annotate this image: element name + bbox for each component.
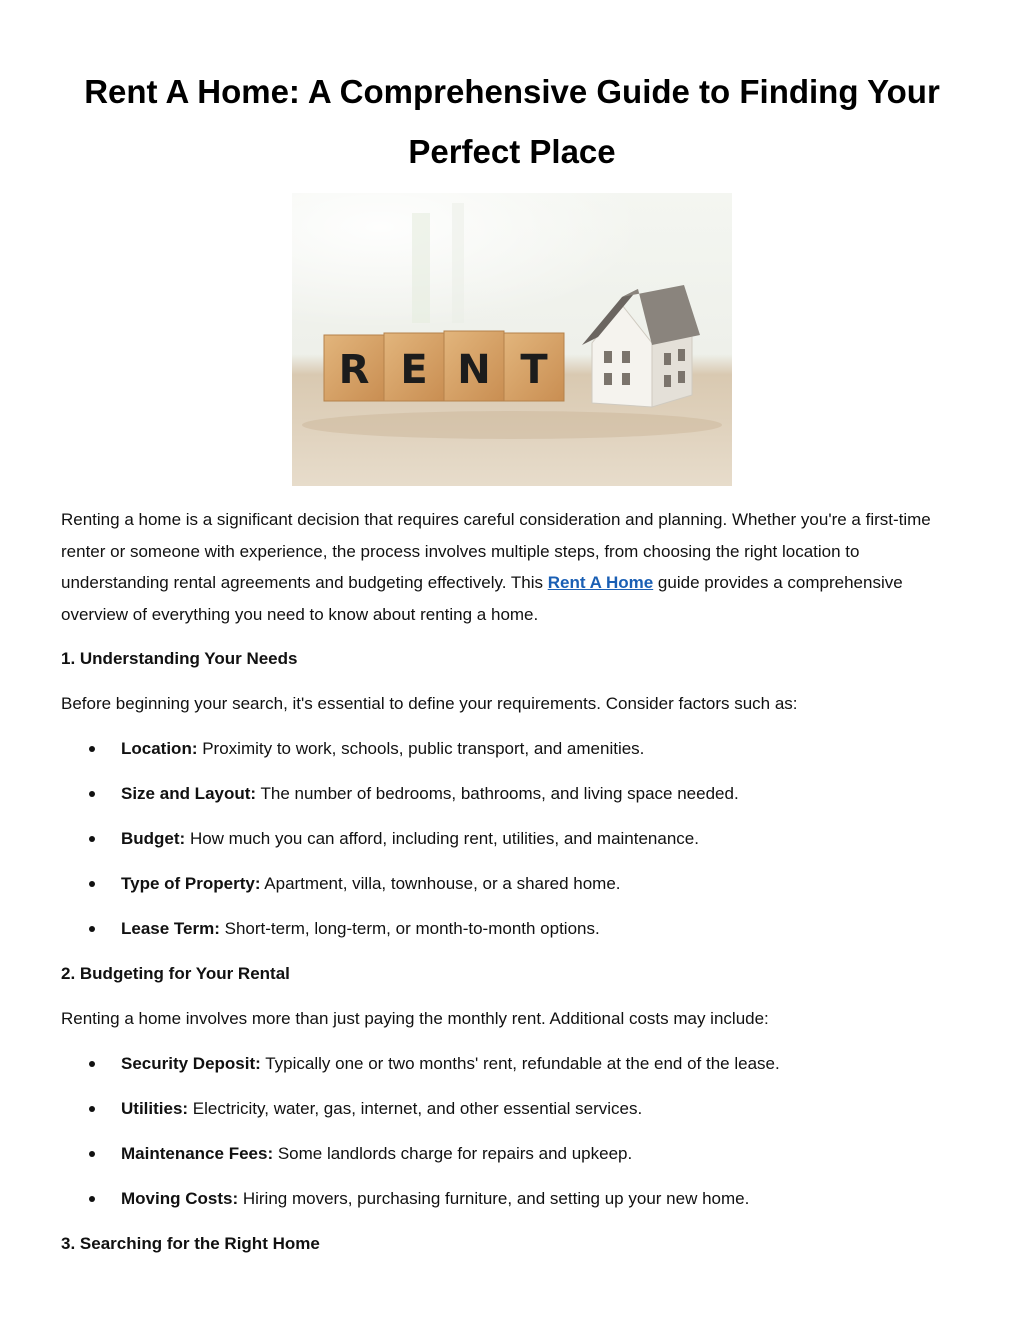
hero-image (292, 193, 732, 486)
bullet-icon (89, 926, 95, 932)
item-text: Some landlords charge for repairs and upkeep. (273, 1144, 633, 1163)
list-item (61, 912, 941, 945)
block-letter: E (400, 347, 428, 393)
title-line-2: Perfect Place (408, 133, 616, 170)
article-body (61, 504, 941, 1272)
item-text: Short-term, long-term, or month-to-month options. (219, 919, 600, 938)
section-heading: 1. Understanding Your Needs (61, 649, 298, 668)
section-heading: 2. Budgeting for Your Rental (61, 964, 290, 983)
item-term: Type of Property: (121, 874, 261, 893)
intro-text: Renting a home is a significant decision that requires careful consideration and planning. Whether you're a first-time renter or someone with experience, the process involves multiple steps, from choosing the right location to understanding rental agreements and budgeting effectively. This (61, 510, 931, 592)
bullet-icon (89, 1061, 95, 1067)
block-letter: T (520, 347, 548, 393)
costs-list (61, 1047, 941, 1215)
bullet-icon (89, 881, 95, 887)
item-term: Budget: (121, 829, 186, 848)
item-term: Utilities: (121, 1099, 189, 1118)
item-text: How much you can afford, including rent, utilities, and maintenance. (185, 829, 699, 848)
item-term: Moving Costs: (121, 1189, 239, 1208)
list-item (61, 1092, 941, 1125)
item-text: Typically one or two months' rent, refundable at the end of the lease. (260, 1054, 780, 1073)
item-text: Apartment, villa, townhouse, or a shared home. (260, 874, 621, 893)
list-item (61, 777, 941, 810)
list-item (61, 867, 941, 900)
wood-blocks (324, 331, 564, 401)
item-text: Proximity to work, schools, public transport, and amenities. (197, 739, 645, 758)
item-term: Lease Term: (121, 919, 220, 938)
title-line-1: Rent A Home: A Comprehensive Guide to Finding Your (84, 73, 940, 110)
item-term: Size and Layout: (121, 784, 257, 803)
item-text: Hiring movers, purchasing furniture, and setting up your new home. (238, 1189, 750, 1208)
item-term: Maintenance Fees: (121, 1144, 274, 1163)
item-text: Electricity, water, gas, internet, and other essential services. (188, 1099, 643, 1118)
section-heading: 3. Searching for the Right Home (61, 1234, 320, 1253)
list-item (61, 1137, 941, 1170)
list-item (61, 732, 941, 765)
intro-text-end: guide provides a comprehensive overview of everything you need to know about renting a home. (61, 573, 903, 624)
item-text: The number of bedrooms, bathrooms, and living space needed. (256, 784, 739, 803)
intro-paragraph (61, 504, 941, 630)
list-item (61, 822, 941, 855)
item-term: Location: (121, 739, 198, 758)
rent-blocks-house-illustration (292, 193, 732, 486)
list-item (61, 1182, 941, 1215)
page-title (40, 62, 984, 182)
item-term: Security Deposit: (121, 1054, 261, 1073)
bullet-icon (89, 836, 95, 842)
rent-a-home-link[interactable]: Rent A Home (547, 573, 654, 592)
block-letter: N (457, 347, 491, 393)
needs-list (61, 732, 941, 945)
section-lead: Before beginning your search, it's essential to define your requirements. Consider factors such as: (61, 694, 798, 713)
bullet-icon (89, 746, 95, 752)
bullet-icon (89, 1196, 95, 1202)
block-letter: R (338, 347, 370, 393)
section-lead: Renting a home involves more than just paying the monthly rent. Additional costs may include: (61, 1009, 769, 1028)
bullet-icon (89, 1151, 95, 1157)
bullet-icon (89, 1106, 95, 1112)
list-item (61, 1047, 941, 1080)
bullet-icon (89, 791, 95, 797)
